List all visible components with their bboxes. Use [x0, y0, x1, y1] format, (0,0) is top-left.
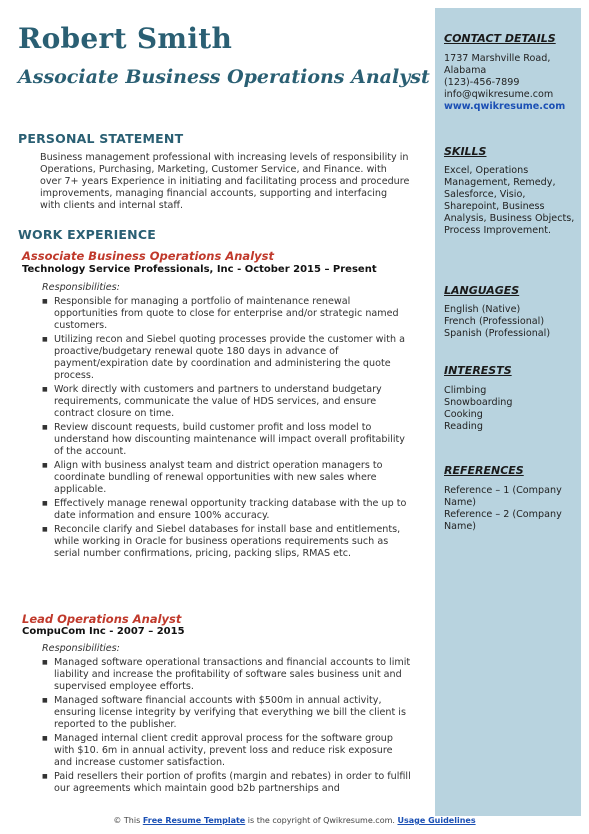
bullet-item: ■ Managed software financial accounts with $500m in annual activity, ensuring license integrity by verifying that everything we bill the client is reported to the publisher.: [40, 695, 412, 731]
contact-address1: 1737 Marshville Road,: [444, 53, 551, 64]
interest-item: Climbing: [444, 385, 487, 396]
contact-website-link[interactable]: www.qwikresume.com: [444, 101, 566, 112]
interests-heading: INTERESTS: [444, 364, 512, 377]
reference-item: Reference – 2 (Company Name): [444, 509, 562, 532]
contact-block: [444, 53, 576, 113]
skills-text: Excel, Operations Management, Remedy, Salesforce, Visio, Sharepoint, Business Analysis, Business Objects, Process Improvement.: [444, 165, 575, 236]
personal-statement-text: Business management professional with increasing levels of responsibility in Operations, Purchasing, Marketing, Customer Service, and Finance. with over 7+ years Experience in initiating and facilitating process and procedure improvements, managing financial accounts, supporting and interfacing with clients and internal staff.: [40, 152, 410, 211]
footer-prefix: © This: [113, 816, 141, 825]
bullet-item: ■ Managed software operational transactions and financial accounts to limit liability and increase the profitability of software sales business unit and supervised employee efforts.: [40, 657, 412, 693]
contact-heading: CONTACT DETAILS: [444, 32, 556, 45]
work-experience-heading: WORK EXPERIENCE: [18, 227, 156, 242]
language-item: Spanish (Professional): [444, 328, 551, 339]
interest-item: Cooking: [444, 409, 483, 420]
skills-heading: SKILLS: [444, 145, 487, 158]
footer: [0, 816, 589, 825]
bullet-item: ■ Managed internal client credit approval process for the software group with $10. 6m in annual activity, prevent loss and reduce risk exposure and increase customer satisfaction.: [40, 733, 412, 769]
bullet-item: ■ Review discount requests, build customer profit and loss model to understand how discounting maintenance will impact overall profitability of the account.: [40, 422, 412, 458]
job-title: Associate Business Operations Analyst: [22, 249, 274, 263]
contact-address2: Alabama: [444, 65, 487, 76]
bullet-item: ■ Responsible for managing a portfolio of maintenance renewal opportunities from quote to close for enterprise and/or strategic named customers.: [40, 296, 412, 332]
interest-item: Snowboarding: [444, 397, 513, 408]
usage-guidelines-link[interactable]: Usage Guidelines: [397, 816, 476, 825]
bullet-item: ■ Reconcile clarify and Siebel databases for install base and entitlements, while working in Oracle for business operations requirements such as serial number confirmations, pricing, packing slips, RMAS etc.: [40, 524, 412, 560]
references-heading: REFERENCES: [444, 464, 524, 477]
contact-email[interactable]: info@qwikresume.com: [444, 89, 554, 100]
language-item: English (Native): [444, 304, 521, 315]
sidebar: [435, 8, 581, 816]
languages-heading: LANGUAGES: [444, 284, 520, 297]
languages-list: [444, 304, 576, 340]
language-item: French (Professional): [444, 316, 545, 327]
resume-name: Robert Smith: [18, 22, 233, 55]
responsibilities-label: Responsibilities:: [42, 643, 120, 654]
job-bullets: [40, 296, 412, 562]
references-list: [444, 485, 576, 533]
job-company: Technology Service Professionals, Inc - October 2015 – Present: [22, 264, 377, 275]
interest-item: Reading: [444, 421, 483, 432]
bullet-item: ■ Work directly with customers and partners to understand budgetary requirements, communicate the value of HDS services, and ensure contract closure on time.: [40, 384, 412, 420]
resume-title: Associate Business Operations Analyst: [18, 66, 430, 88]
contact-phone: (123)-456-7899: [444, 77, 520, 88]
bullet-item: ■ Align with business analyst team and district operation managers to coordinate bundling of renewal opportunities with new sales where applicable.: [40, 460, 412, 496]
responsibilities-label: Responsibilities:: [42, 282, 120, 293]
interests-list: [444, 385, 576, 433]
free-resume-template-link[interactable]: Free Resume Template: [142, 816, 246, 825]
personal-statement-heading: PERSONAL STATEMENT: [18, 131, 184, 146]
job-bullets: [40, 657, 412, 797]
job-title: Lead Operations Analyst: [22, 612, 182, 626]
footer-copyright-text: is the copyright of Qwikresume.com.: [247, 816, 395, 825]
job-company: CompuCom Inc - 2007 – 2015: [22, 626, 185, 637]
bullet-item: ■ Effectively manage renewal opportunity tracking database with the up to date information and ensure 100% accuracy.: [40, 498, 412, 522]
bullet-item: ■ Paid resellers their portion of profits (margin and rebates) in order to fulfill our agreements which maintain good b2b partnerships and: [40, 771, 412, 795]
reference-item: Reference – 1 (Company Name): [444, 485, 562, 508]
bullet-item: ■ Utilizing recon and Siebel quoting processes provide the customer with a proactive/budgetary renewal quote 180 days in advance of payment/expiration date by coordination and administering the quote process.: [40, 334, 412, 382]
